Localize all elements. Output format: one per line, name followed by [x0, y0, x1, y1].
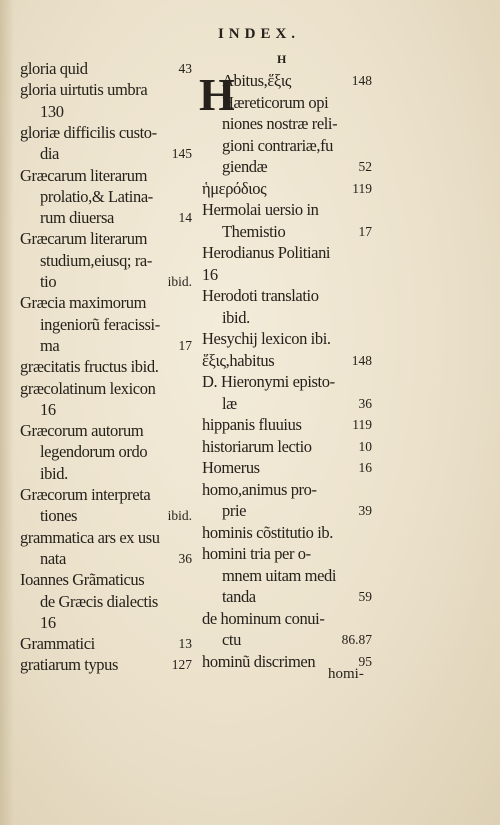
index-entry [20, 654, 192, 676]
entry-text: mnem uitam medi [222, 565, 337, 585]
entry-text: Herodoti translatio [202, 286, 319, 305]
index-entry [202, 543, 372, 565]
entry-page-number: ibid. [167, 508, 192, 524]
index-entry [202, 393, 372, 415]
running-head: INDEX. [217, 26, 301, 42]
index-entry [202, 199, 372, 221]
entry-text: ἕξις,habitus [202, 350, 275, 370]
index-entry [202, 307, 372, 329]
entry-text: tanda [222, 587, 256, 606]
index-entry [202, 221, 372, 243]
entry-text: dia [40, 144, 59, 164]
index-entry [20, 58, 192, 80]
entry-page-number: 36 [358, 395, 372, 411]
entry-text: Græcia maximorum [20, 293, 147, 313]
index-entry [20, 356, 192, 378]
entry-text: Grammatici [20, 634, 95, 654]
index-entry [20, 250, 192, 272]
entry-page-number: 127 [171, 657, 192, 673]
entry-text: Homerus [202, 458, 260, 477]
entry-text: gloria uirtutis umbra [20, 80, 148, 100]
entry-page-number: 119 [352, 180, 372, 196]
index-entry [202, 500, 372, 522]
entry-text: tiones [40, 506, 78, 526]
index-entry [20, 271, 192, 293]
index-entry [202, 178, 372, 200]
index-entry [20, 378, 192, 400]
index-entry [202, 436, 372, 458]
entry-page-number: 14 [178, 210, 192, 226]
index-entry [202, 565, 372, 587]
entry-text: giendæ [222, 157, 268, 176]
index-entry [202, 285, 372, 307]
index-entry [20, 101, 192, 123]
index-entry [202, 264, 372, 286]
entry-page-number: 52 [358, 159, 372, 174]
index-entry [202, 135, 372, 157]
entry-page-number: 148 [351, 73, 372, 88]
entry-text: ibid. [222, 307, 250, 327]
entry-page-number: 145 [171, 146, 192, 162]
entry-page-number: 86.87 [341, 632, 372, 647]
entry-text: homo,animus pro- [202, 479, 317, 499]
entry-text: 16 [202, 264, 218, 284]
entry-text: hippanis fluuius [202, 415, 302, 434]
entry-text: ma [40, 335, 60, 355]
entry-text: Herodianus Politiani [202, 243, 331, 262]
entry-text: historiarum lectio [202, 436, 312, 456]
index-entry [20, 228, 192, 250]
entry-text: Græcorum interpreta [20, 485, 151, 504]
index-entry [202, 586, 372, 608]
index-entry [202, 156, 372, 178]
entry-text: Abitus,ἕξις [222, 71, 291, 90]
index-entry [202, 629, 372, 651]
entry-text: Hesychij lexicon ibi. [202, 329, 331, 348]
index-entry [202, 608, 372, 630]
entry-text: Græcarum literarum [20, 229, 148, 249]
entry-text: tio [40, 272, 57, 291]
entry-text: Hermolai uersio in [202, 200, 319, 219]
entry-text: gioni contrariæ,fu [222, 135, 334, 155]
entry-page-number: 17 [358, 223, 372, 239]
index-entry [20, 548, 192, 570]
index-entry [202, 371, 372, 393]
catchword: homi- [328, 666, 364, 682]
entry-text: rum diuersa [40, 208, 114, 228]
entry-text: gloria quid [20, 59, 88, 78]
page-gutter-shadow [0, 0, 14, 825]
index-entry [202, 522, 372, 544]
entry-text: Themistio [222, 221, 286, 241]
entry-text: studium,eiusq; ra- [40, 250, 152, 270]
index-entry [20, 441, 192, 463]
entry-text: legendorum ordo [40, 442, 148, 462]
index-entry [20, 314, 192, 336]
entry-page-number: 36 [178, 550, 192, 566]
entry-page-number: 10 [358, 438, 372, 454]
index-entry [202, 242, 372, 264]
index-entry [20, 122, 192, 144]
drop-cap: H [199, 69, 235, 120]
entry-page-number: 119 [352, 417, 372, 432]
entry-text: prie [222, 501, 247, 520]
entry-text: ἡμερόδιος [202, 178, 267, 198]
index-entry [202, 92, 372, 114]
entry-page-number: 95 [358, 653, 372, 669]
index-entry [202, 350, 372, 372]
index-entry [20, 335, 192, 357]
entry-text: ctu [222, 630, 241, 649]
index-entry [20, 484, 192, 506]
entry-text: græcitatis fructus ibid. [20, 357, 159, 377]
index-entry [202, 328, 372, 350]
entry-page-number: 148 [351, 352, 372, 368]
entry-text: Græcorum autorum [20, 421, 144, 441]
entry-page-number: 17 [178, 337, 192, 353]
entry-text: græcolatinum lexicon [20, 378, 156, 398]
index-entry [20, 207, 192, 229]
entry-text: de hominum conui- [202, 608, 325, 628]
index-entry [202, 479, 372, 501]
index-entry [20, 186, 192, 208]
entry-text: Ioannes Grãmaticus [20, 570, 145, 590]
entry-text: homini tria per o- [202, 544, 311, 563]
entry-page-number: 39 [358, 503, 372, 518]
index-entry [20, 399, 192, 421]
index-entry [20, 292, 192, 314]
entry-text: læ [222, 393, 237, 413]
entry-page-number: 16 [358, 460, 372, 475]
entry-text: ibid. [40, 463, 68, 483]
entry-text: prolatio,& Latina- [40, 186, 153, 206]
index-entry [20, 612, 192, 634]
entry-text: hominũ discrimen [202, 651, 316, 671]
index-entry [20, 165, 192, 187]
entry-page-number: 43 [178, 61, 192, 76]
entry-text: grammatica ars ex usu [20, 527, 160, 547]
index-entry [202, 457, 372, 479]
entry-text: 130 [40, 101, 64, 121]
entry-page-number: 59 [358, 589, 372, 604]
signature-mark: H [277, 52, 287, 66]
index-entry [20, 527, 192, 549]
index-entry [20, 633, 192, 655]
entry-page-number: 13 [178, 636, 192, 652]
entry-text: 16 [40, 612, 56, 632]
entry-text: Hæreticorum opi [222, 92, 329, 112]
index-entry [202, 414, 372, 436]
entry-text: ingeniorũ feracissi- [40, 314, 160, 334]
entry-text: gratiarum typus [20, 655, 119, 675]
entry-text: D. Hieronymi episto- [202, 372, 335, 391]
entry-text: hominis cõstitutio ib. [202, 522, 333, 542]
index-entry [20, 569, 192, 591]
index-entry [20, 591, 192, 613]
entry-text: nata [40, 548, 66, 568]
index-entry [202, 70, 372, 92]
entry-text: niones nostræ reli- [222, 114, 338, 133]
index-entry [20, 463, 192, 485]
entry-text: gloriæ difficilis custo- [20, 122, 157, 142]
index-entry [20, 143, 192, 165]
index-entry [20, 420, 192, 442]
entry-page-number: ibid. [167, 274, 192, 289]
entry-text: de Græcis dialectis [40, 591, 158, 611]
index-entry [20, 505, 192, 527]
entry-text: 16 [40, 399, 56, 419]
index-entry [202, 113, 372, 135]
entry-text: Græcarum literarum [20, 165, 148, 185]
index-entry [20, 79, 192, 101]
